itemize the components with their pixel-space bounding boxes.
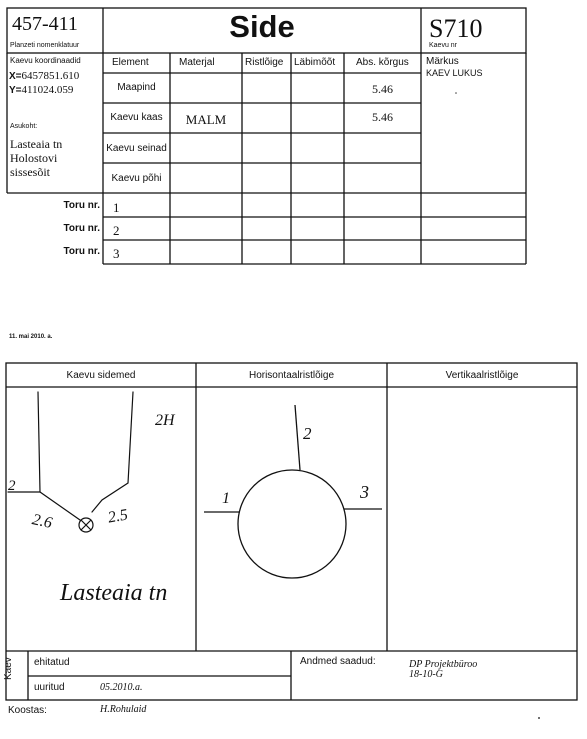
source-label: Andmed saadud: — [300, 656, 376, 667]
y-value: 411024.059 — [21, 84, 74, 96]
surveyed-label: uuritud — [34, 682, 65, 693]
y-coordinate — [9, 84, 73, 96]
footer-side-label: Kaev — [3, 657, 14, 680]
remarks-text: KAEV LUKUS — [426, 68, 483, 78]
date-line: 11. mai 2010. a. — [9, 334, 53, 340]
page-title: Side — [229, 9, 295, 44]
panel-title-horizontal: Horisontaalristlõige — [248, 370, 335, 381]
compiled-value: H.Rohulaid — [100, 704, 147, 715]
surveyed-value: 05.2010.a. — [100, 682, 143, 693]
row-element-maapind: Maapind — [117, 82, 156, 93]
pipe-label-2: Toru nr. — [63, 223, 100, 234]
coordinates-caption: Kaevu koordinaadid — [10, 56, 81, 65]
section-label-1: 1 — [222, 490, 230, 507]
compiled-label: Koostas: — [8, 705, 47, 716]
sheet-caption: Planzeti nomenklatuur — [10, 42, 80, 49]
x-label: X= — [9, 71, 22, 82]
sketch-label-25: 2.5 — [106, 506, 130, 527]
header-section: Ristlõige — [245, 57, 284, 68]
sketch-line-2h — [92, 392, 133, 512]
panel-title-vertical: Vertikaalristlõige — [445, 370, 519, 381]
pipe-number-1: 1 — [113, 200, 120, 215]
pipe-2-line — [295, 405, 300, 470]
remarks-caption: Märkus — [426, 56, 459, 67]
location-caption: Asukoht: — [10, 123, 38, 130]
row-height-kaas: 5.46 — [372, 110, 393, 124]
built-label: ehitatud — [34, 657, 70, 668]
header-height: Abs. kõrgus — [356, 57, 409, 68]
sketch-line-left — [38, 392, 40, 492]
sketch-label-2: 2 — [8, 478, 16, 494]
header-element: Element — [112, 57, 149, 68]
location-line-3: sissesõit — [10, 165, 51, 179]
pipe-number-2: 2 — [113, 223, 120, 238]
well-caption: Kaevu nr — [429, 42, 458, 49]
pipe-label-1: Toru nr. — [63, 200, 100, 211]
row-element-kaas: Kaevu kaas — [110, 112, 163, 123]
row-material-kaas: MALM — [185, 112, 227, 127]
row-element-seinad: Kaevu seinad — [106, 143, 167, 154]
panel-title-connections: Kaevu sidemed — [66, 370, 136, 381]
well-circle — [238, 470, 346, 578]
x-coordinate — [9, 70, 79, 82]
pipe-label-3: Toru nr. — [63, 246, 100, 257]
sketch-label-2h: 2H — [155, 412, 175, 429]
sheet-number: 457-411 — [12, 13, 78, 35]
section-label-2: 2 — [303, 424, 312, 443]
x-value: 6457851.610 — [21, 70, 80, 82]
section-label-3: 3 — [360, 482, 369, 502]
sketch-label-26: 2.6 — [30, 511, 54, 532]
location-line-1: Lasteaia tn — [10, 137, 63, 151]
pipe-number-3: 3 — [113, 246, 120, 261]
well-number: S710 — [429, 14, 483, 43]
horizontal-section — [204, 405, 382, 578]
header-material: Materjal — [179, 57, 215, 68]
location-line-2: Holostovi — [10, 151, 58, 165]
sketch-well-cross — [81, 520, 91, 530]
row-element-pohi: Kaevu põhi — [111, 173, 162, 184]
location-text — [10, 137, 62, 179]
sketch-street-text: Lasteaia tn — [60, 580, 168, 606]
row-height-maapind: 5.46 — [372, 82, 393, 96]
source-line-2: 18-10-G — [409, 669, 443, 680]
header-diameter: Läbimõõt — [294, 57, 336, 68]
y-label: Y= — [9, 85, 22, 96]
source-value — [409, 660, 477, 680]
source-line-1: DP Projektbüroo — [409, 659, 478, 670]
